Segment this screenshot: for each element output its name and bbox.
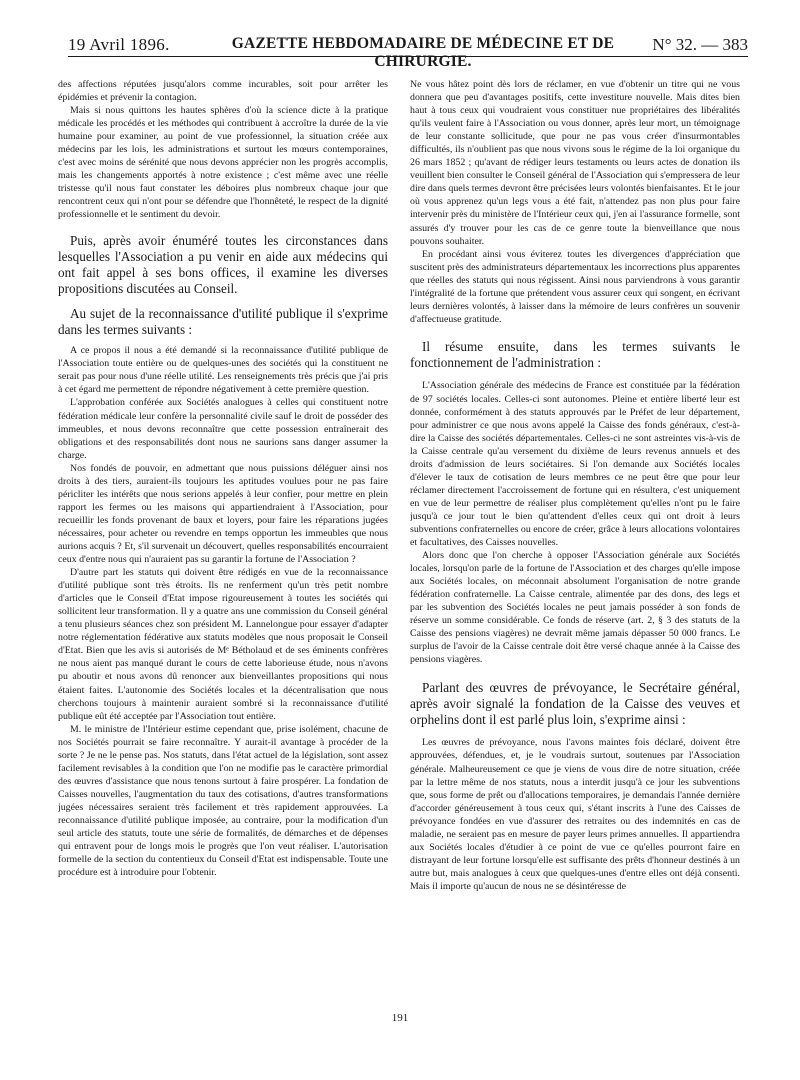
paragraph: des affections réputées jusqu'alors comme incurables, soit pour arrêter les épidémies et prévenir la contagion. [58, 79, 388, 104]
issue-page-number: N° 32. — 383 [652, 35, 748, 54]
quoted-paragraph: A ce propos il nous a été demandé si la reconnaissance d'utilité publique de l'Association toute entière ou de quelques-unes des sociétés qui la constituent ne serait pas pour nous d'une réelle utilité. Les renseignements très précis que j'ai pris à cet égard me permettent de répondre négativement à cette première question. [58, 345, 388, 396]
quoted-paragraph: Ne vous hâtez point dès lors de réclamer, en vue d'obtenir un titre qui ne vous donnera que peu d'avantages positifs, cette investiture nouvelle. Mais dites bien haut à tous ceux qui voudraient vous constituer nue propriétaires des libéralités qu'ils veulent faire à l'Association ou vous donner, après leur mort, un témoignage de leur constante sollicitude, que pour ne pas vous créer d'insurmontables difficultés, ils n'oublient pas que nous vivons sous le régime de la loi organique du 26 mars 1852 ; qu'avant de rédiger leurs testaments ou leurs actes de donation ils veuillent bien consulter le Conseil général de l'Association qui s'empressera de leur dire dans quels termes devront être précisées leurs volontés bienfaisantes. Et le jour où vous apprenez qu'un legs vous a été fait, n'attendez pas non plus pour faire intervenir près du ministère de l'Intérieur ceux qui, j'en ai l'assurance formelle, sont assurés d'y trouver pour les cas de ce genre toute la bienveillance que nous pouvons souhaiter. [410, 79, 740, 247]
quoted-paragraph: L'Association générale des médecins de France est constituée par la fédération de 97 sociétés locales. Celles-ci sont autonomes. Pleine et entière liberté leur est donnée, conformément à des statuts approuvés par le Préfet de leur département, pour administrer ce que nous avons appelé la Caisse des fonds généraux, c'est-à-dire la Caisse des sociétés départementales. Celles-ci ne sont astreintes vis-à-vis de la Caisse centrale qu'au versement du dixième de leurs revenus annuels et des droits d'admission de leurs sociétaires. Si l'on demande aux Sociétés locales d'élever le taux de cotisation de leurs membres ce ne peut être que pour leur réclamer directement l'accroissement de fortune qui en résultera, c'est uniquement en vue de leur permettre de réaliser plus complètement qu'elles n'ont pu le faire jusqu'à ce jour tout le bien qu'attendent d'elles ceux qui ont droit à leurs subventions confraternelles ou encore de créer, grâce à leurs allocations volontaires et facultatives, des Caisses nouvelles. [410, 380, 740, 549]
journal-title: GAZETTE HEBDOMADAIRE DE MÉDECINE ET DE CHIRURGIE. [231, 35, 615, 70]
quoted-paragraph: Nos fondés de pouvoir, en admettant que nous puissions déléguer ainsi nos droits à des tiers, auraient-ils toujours les aptitudes voulues pour ne pas faire péricliter les intérêts que nous serions appelés à leur confier, pour mettre en plein rapport les fermes ou les maisons qui appartiendraient à l'Association, pour recueillir les fonds provenant de baux et loyers, pour faire les réparations jugées nécessaires, pour acheter ou revendre en temps opportun les immeubles que nous aurions acquis ? Et, s'il survenait un découvert, quelles responsabilités encourraient ceux d'entre nous qui n'auraient pas su garantir la fortune de l'Association ? [58, 462, 388, 566]
left-column [58, 78, 388, 998]
quoted-paragraph: M. le ministre de l'Intérieur estime cependant que, prise isolément, chacune de nos Sociétés pourrait se faire reconnaître. Y aurait-il avantage à procéder de la sorte ? Je ne le pense pas. Nos statuts, dans l'état actuel de la législation, sont assez facilement revisables à la condition que l'on ne modifie pas le caractère primordial des œuvres d'assistance que nous tenons surtout à faire prospérer. La fondation de Caisses nouvelles, l'augmentation du taux des cotisations, d'autres transformations jugées nécessaires seraient très facilement et très rapidement approuvées. La reconnaissance d'utilité publique imposée, au contraire, pour la modification d'un seul article des statuts, toute une série de formalités, de démarches et de dépenses qui entravent pour de longs mois le progrès que l'on veut réaliser. L'autorisation formelle de la section du contentieux du Conseil d'Etat est indispensable. Toute une procédure est à introduire pour l'obtenir. [58, 723, 388, 879]
running-header [68, 34, 748, 70]
quoted-paragraph: En procédant ainsi vous éviterez toutes les divergences d'appréciation que suscitent près des administrateurs départementaux les incorrections plus apparentes que réelles des statuts qui nous régissent. Ainsi nous parviendrons à vous garantir l'intégralité de la fortune que prétendent vous assurer ceux qui songent, en écrivant leurs dernières volontés, à laisser dans la mémoire de leurs confrères un souvenir d'affectueuse gratitude. [410, 248, 740, 325]
quoted-paragraph: Les œuvres de prévoyance, nous l'avons maintes fois déclaré, doivent être approuvées, défendues, et, je le voudrais surtout, soutenues par l'Association générale. Malheureusement ce que je viens de vous dire de notre situation, créée par la lettre même de nos statuts, nous a interdit jusqu'à ce jour les subventions que, sous forme de prêt ou d'allocations temporaires, je demandais l'année dernière d'accorder généreusement à tous ceux qui, s'étant inscrits à l'une des Caisses de prévoyance fondées en vue d'assurer des retraites ou des indemnités en cas de maladie, ne seraient pas en mesure de payer leurs primes annuelles. Il appartiendra aux Sociétés locales d'étudier à ce point de vue ce qu'elles pourront faire en distrayant de leur fortune lorsqu'elle est suffisante des prêts d'honneur destinés à un autre but, mais analogues à ceux que quelques-unes d'entre elles ont déjà consenti. Mais il importe qu'aucun de nous ne se désintéresse de [410, 737, 740, 892]
section-summary: Au sujet de la reconnaissance d'utilité publique il s'exprime dans les termes suivants : [58, 305, 388, 337]
quoted-paragraph: L'approbation conférée aux Sociétés analogues à celles qui constituent notre fédération médicale leur confère la personnalité civile sauf le droit de posséder des immeubles, et nous devons reconnaître que cette possession entraînerait des obligations et des responsabilités dont nous ne saurions sans danger assumer la charge. [58, 397, 388, 461]
paragraph: Mais si nous quittons les hautes sphères d'où la science dicte à la pratique médicale les procédés et les méthodes qui contribuent à accroître la durée de la vie humaine pour examiner, au point de vue professionnel, la situation créée aux médecins par les lois, les administrations et surtout les mœurs contemporaines, c'est avec moins de sérénité que nous devons apprécier non les progrès accomplis, mais les changements apportés à notre existence ; c'est même avec une réelle tristesse qu'il nous faut constater les déboires plus nombreux chaque jour que rencontrent ceux qui n'ont pour se défendre que l'honnêteté, le respect de la dignité professionnelle et le sentiment du devoir. [58, 105, 388, 221]
header-date: 19 Avril 1896. [68, 35, 170, 54]
quoted-paragraph: Alors donc que l'on cherche à opposer l'Association générale aux Sociétés locales, lorsqu'on parle de la fortune de l'Association et des charges qu'elle impose aux Sociétés locales, on méconnait absolument l'organisation de notre grande fédération confraternelle. La Caisse centrale, alimentée par des dons, des legs et par les subvention des Sociétés locales ne peut jamais posséder à son fonds de réserve un somme considérable. Ce fonds de réserve (art. 2, § 3 des statuts de la Caisse des pensions viagères) ne devrait même jamais dépasser 50 000 francs. Le surplus de l'avoir de la Caisse centrale doit être versé chaque année à la Caisse des pensions viagères. [410, 550, 740, 666]
quoted-paragraph: D'autre part les statuts qui doivent être rédigés en vue de la reconnaissance d'utilité publique sont très étroits. Ils ne renferment qu'un très petit nombre d'articles que le Conseil d'Etat impose rigoureusement à toutes les sociétés qui sollicitent leur transformation. Il y a quatre ans une commission du Conseil général a tenu plusieurs séances chez son président M. Lannelongue pour essayer d'adapter notre réglementation fédérative aux statuts modèles que nous proposait le Conseil d'Etat. Bien que les avis si autorisés de Mᵉ Bétholaud et de ses éminents confrères ne nous aient pas manqué durant le cours de cette laborieuse étude, nous n'avons pu aboutir et nous avons dû renoncer aux bienveillantes propositions qui nous étaient faites. L'autonomie des Sociétés locales et la décentralisation que nous cherchons toujours à maintenir auraient sombré si la reconnaissance d'utilité publique eût été acceptée par l'Association tout entière. [58, 567, 388, 722]
section-summary: Parlant des œuvres de prévoyance, le Secrétaire général, après avoir signalé la fondation de la Caisse des veuves et orphelins dont il est parlé plus loin, s'exprime ainsi : [410, 679, 740, 728]
section-summary: Il résume ensuite, dans les termes suivants le fonctionnement de l'administration : [410, 338, 740, 371]
footer-page-number: 191 [391, 1012, 409, 1024]
right-column [410, 78, 740, 998]
section-summary: Puis, après avoir énuméré toutes les circonstances dans lesquelles l'Association a pu venir en aide aux médecins qui ont fait appel à ses bons offices, il examine les diverses propositions discutées au Conseil. [58, 232, 388, 297]
